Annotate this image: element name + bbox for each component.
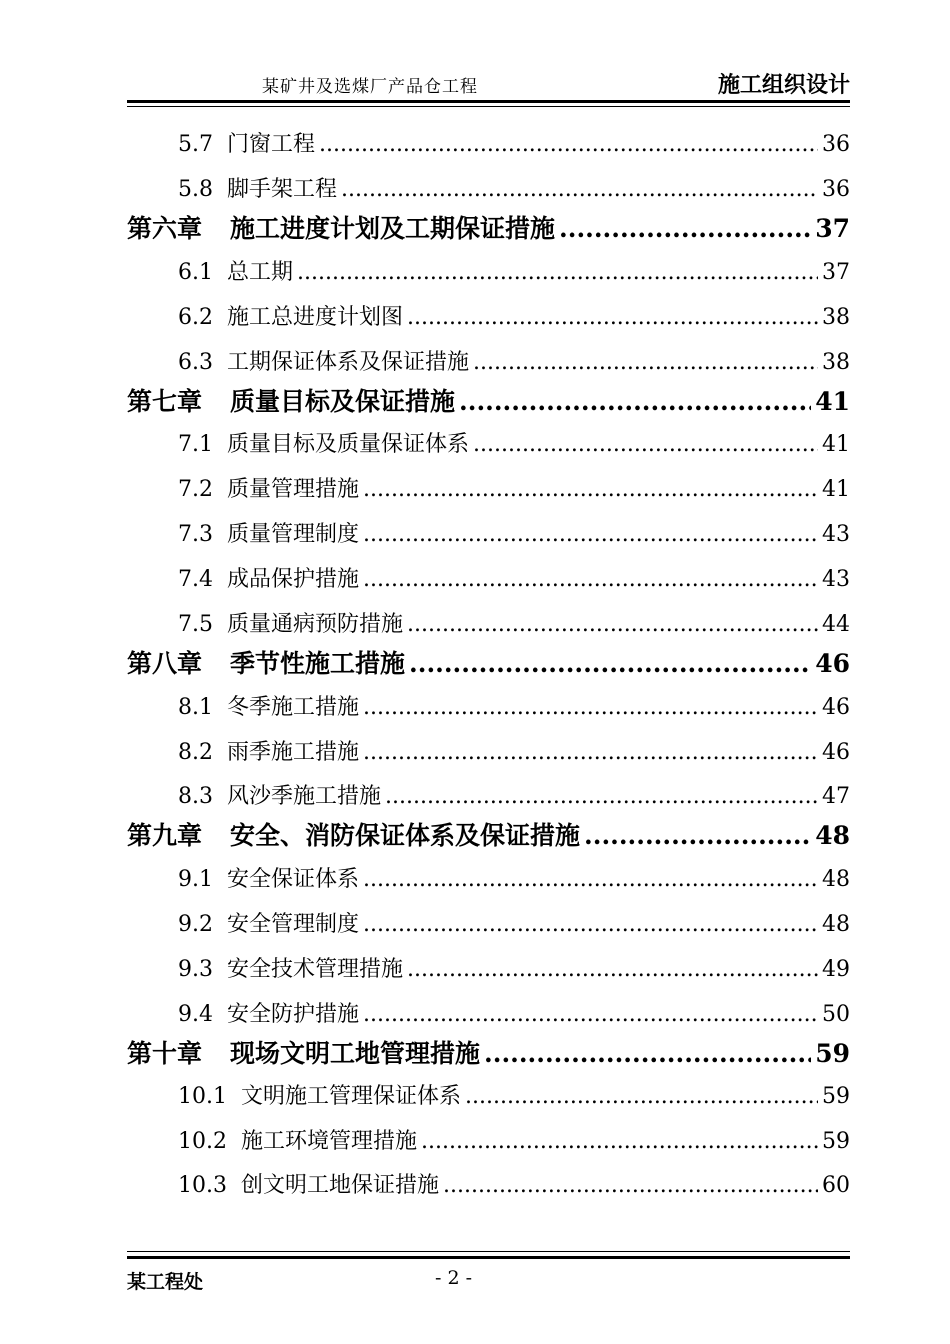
toc-entry-title: 安全防护措施 (227, 1002, 360, 1027)
toc-section-entry[interactable] (178, 345, 850, 376)
header-rule-thin (127, 106, 850, 107)
toc-dot-leader (363, 912, 818, 937)
toc-entry-title: 安全管理制度 (227, 912, 360, 937)
toc-entry-title: 文明施工管理保证体系 (240, 1084, 461, 1109)
toc-entry-number: 10.3 (178, 1173, 227, 1198)
toc-entry-number: 第十章 (127, 1039, 203, 1068)
toc-entry-number: 第九章 (127, 821, 203, 850)
toc-entry-page: 46 (815, 649, 850, 678)
toc-dot-leader (319, 132, 818, 157)
toc-entry-page: 43 (822, 567, 850, 592)
toc-entry-number: 6.1 (178, 260, 213, 285)
toc-section-entry[interactable] (178, 127, 850, 158)
toc-entry-title: 质量管理制度 (227, 522, 360, 547)
toc-dot-leader (297, 260, 818, 285)
toc-entry-page: 37 (822, 260, 850, 285)
toc-entry-title: 安全技术管理措施 (227, 957, 404, 982)
toc-entry-number: 7.2 (178, 477, 213, 502)
toc-entry-page: 37 (815, 214, 850, 243)
toc-dot-leader (484, 1039, 811, 1068)
toc-section-entry[interactable] (178, 907, 850, 938)
toc-entry-page: 38 (822, 305, 850, 330)
toc-entry-number: 9.3 (178, 957, 213, 982)
toc-entry-page: 59 (822, 1129, 850, 1154)
toc-entry-page: 41 (822, 477, 850, 502)
header-document-type: 施工组织设计 (717, 73, 850, 98)
toc-dot-leader (407, 305, 818, 330)
toc-entry-number: 6.3 (178, 350, 213, 375)
toc-entry-page: 36 (822, 132, 850, 157)
toc-entry-title: 施工环境管理措施 (240, 1129, 417, 1154)
toc-chapter-entry[interactable] (127, 209, 850, 245)
toc-section-entry[interactable] (178, 562, 850, 593)
toc-entry-title: 冬季施工措施 (227, 695, 360, 720)
toc-dot-leader (421, 1129, 818, 1154)
toc-section-entry[interactable] (178, 1168, 850, 1199)
toc-dot-leader (363, 522, 818, 547)
toc-entry-title: 质量目标及保证措施 (230, 387, 456, 416)
toc-dot-leader (363, 740, 818, 765)
toc-dot-leader (465, 1084, 818, 1109)
toc-entry-page: 60 (822, 1173, 850, 1198)
toc-entry-number: 第八章 (127, 649, 203, 678)
toc-dot-leader (363, 477, 818, 502)
toc-entry-page: 48 (822, 912, 850, 937)
toc-entry-page: 46 (822, 695, 850, 720)
toc-section-entry[interactable] (178, 735, 850, 766)
toc-entry-page: 48 (822, 867, 850, 892)
toc-entry-title: 安全、消防保证体系及保证措施 (230, 821, 581, 850)
toc-entry-title: 施工进度计划及工期保证措施 (230, 214, 556, 243)
toc-section-entry[interactable] (178, 997, 850, 1028)
toc-entry-page: 44 (822, 612, 850, 637)
toc-dot-leader (443, 1173, 818, 1198)
toc-section-entry[interactable] (178, 779, 850, 810)
toc-entry-number: 9.2 (178, 912, 213, 937)
toc-section-entry[interactable] (178, 862, 850, 893)
toc-dot-leader (473, 432, 818, 457)
toc-entry-title: 风沙季施工措施 (227, 784, 382, 809)
toc-dot-leader (559, 214, 811, 243)
toc-entry-number: 7.5 (178, 612, 213, 637)
toc-entry-number: 8.1 (178, 695, 213, 720)
toc-dot-leader (363, 567, 818, 592)
toc-section-entry[interactable] (178, 1124, 850, 1155)
toc-dot-leader (385, 784, 818, 809)
toc-entry-title: 现场文明工地管理措施 (230, 1039, 481, 1068)
toc-entry-number: 8.3 (178, 784, 213, 809)
toc-dot-leader (407, 957, 818, 982)
toc-section-entry[interactable] (178, 690, 850, 721)
toc-dot-leader (584, 821, 811, 850)
toc-entry-title: 质量管理措施 (227, 477, 360, 502)
toc-section-entry[interactable] (178, 1079, 850, 1110)
toc-entry-title: 成品保护措施 (227, 567, 360, 592)
toc-section-entry[interactable] (178, 427, 850, 458)
toc-entry-page: 59 (815, 1039, 850, 1068)
footer-company: 某工程处 (127, 1271, 204, 1293)
toc-entry-number: 5.7 (178, 132, 213, 157)
toc-chapter-entry[interactable] (127, 1034, 850, 1070)
toc-section-entry[interactable] (178, 255, 850, 286)
toc-entry-title: 雨季施工措施 (227, 740, 360, 765)
toc-section-entry[interactable] (178, 172, 850, 203)
toc-chapter-entry[interactable] (127, 816, 850, 852)
toc-entry-number: 7.3 (178, 522, 213, 547)
toc-entry-page: 43 (822, 522, 850, 547)
toc-entry-number: 7.1 (178, 432, 213, 457)
toc-dot-leader (407, 612, 818, 637)
toc-entry-number: 10.2 (178, 1129, 227, 1154)
toc-entry-page: 46 (822, 740, 850, 765)
toc-entry-title: 质量目标及质量保证体系 (227, 432, 470, 457)
toc-entry-title: 安全保证体系 (227, 867, 360, 892)
toc-entry-number: 10.1 (178, 1084, 227, 1109)
header-project-name: 某矿井及选煤厂产品仓工程 (262, 77, 478, 97)
toc-section-entry[interactable] (178, 472, 850, 503)
footer-rule-thick (127, 1256, 850, 1259)
toc-entry-page: 38 (822, 350, 850, 375)
toc-entry-number: 5.8 (178, 177, 213, 202)
toc-entry-title: 工期保证体系及保证措施 (227, 350, 470, 375)
footer-page-number: - 2 - (435, 1267, 473, 1289)
toc-dot-leader (363, 867, 818, 892)
toc-dot-leader (363, 1002, 818, 1027)
toc-entry-number: 9.1 (178, 867, 213, 892)
toc-entry-title: 脚手架工程 (227, 177, 338, 202)
toc-entry-title: 创文明工地保证措施 (240, 1173, 439, 1198)
footer-rule-thin (127, 1251, 850, 1252)
toc-section-entry[interactable] (178, 300, 850, 331)
toc-entry-page: 36 (822, 177, 850, 202)
toc-dot-leader (459, 387, 811, 416)
toc-entry-title: 施工总进度计划图 (227, 305, 404, 330)
toc-entry-number: 8.2 (178, 740, 213, 765)
toc-entry-page: 49 (822, 957, 850, 982)
toc-dot-leader (363, 695, 818, 720)
toc-entry-number: 7.4 (178, 567, 213, 592)
toc-section-entry[interactable] (178, 607, 850, 638)
toc-entry-page: 41 (822, 432, 850, 457)
toc-dot-leader (409, 649, 811, 678)
toc-entry-title: 季节性施工措施 (230, 649, 406, 678)
toc-entry-number: 9.4 (178, 1002, 213, 1027)
toc-entry-title: 质量通病预防措施 (227, 612, 404, 637)
toc-entry-number: 第七章 (127, 387, 203, 416)
toc-entry-page: 59 (822, 1084, 850, 1109)
toc-section-entry[interactable] (178, 517, 850, 548)
toc-entry-number: 6.2 (178, 305, 213, 330)
toc-entry-page: 50 (822, 1002, 850, 1027)
toc-entry-page: 41 (815, 387, 850, 416)
toc-chapter-entry[interactable] (127, 644, 850, 680)
toc-entry-page: 48 (815, 821, 850, 850)
toc-dot-leader (341, 177, 818, 202)
toc-entry-title: 总工期 (227, 260, 294, 285)
toc-entry-page: 47 (822, 784, 850, 809)
toc-section-entry[interactable] (178, 952, 850, 983)
header-rule-thick (127, 100, 850, 103)
toc-entry-number: 第六章 (127, 214, 203, 243)
toc-chapter-entry[interactable] (127, 382, 850, 418)
toc-dot-leader (473, 350, 818, 375)
toc-entry-title: 门窗工程 (227, 132, 316, 157)
